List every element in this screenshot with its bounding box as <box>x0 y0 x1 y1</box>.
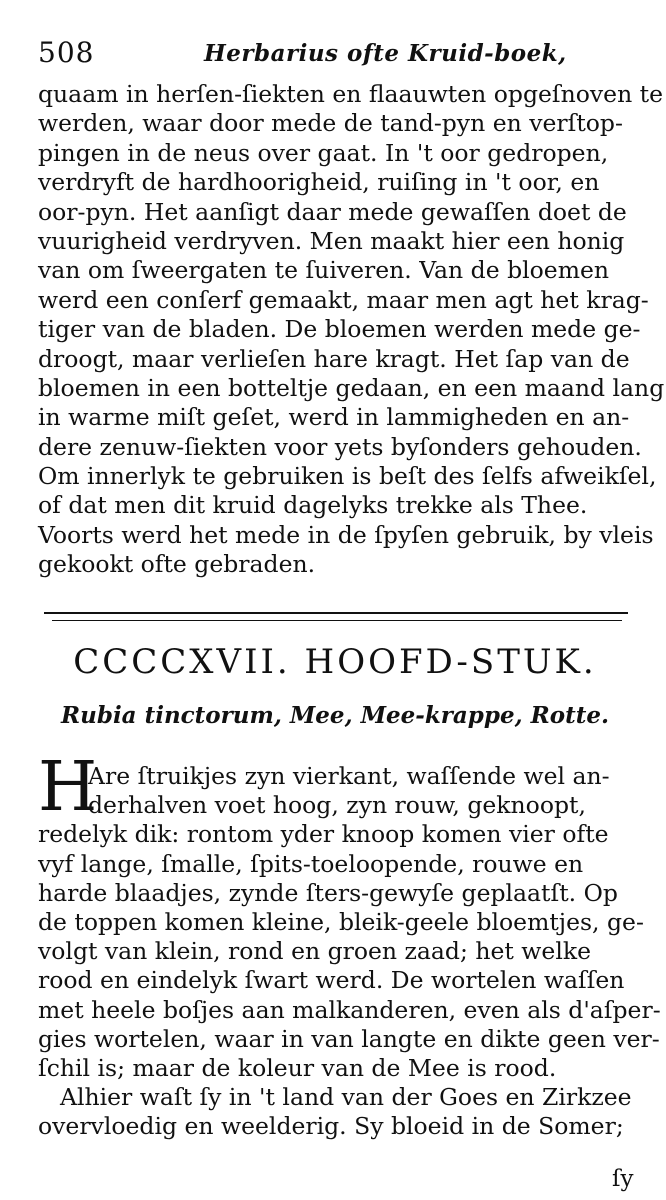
text-line: Alhier waſt ſy in 't land van der Goes en Zirkzee <box>60 1083 632 1112</box>
paragraph-continuation <box>38 80 665 580</box>
text-line: gies wortelen, waar in van langte en dikte geen ver- <box>38 1024 660 1053</box>
text-line: vyf lange, ſmalle, ſpits-toeloopende, rouwe en <box>38 849 584 878</box>
text-line: rood en eindelyk ſwart werd. De wortelen waſſen <box>38 966 625 995</box>
text-line: volgt van klein, rond en groen zaad; het welke <box>38 937 591 966</box>
text-line: pingen in de neus over gaat. In 't oor gedropen, <box>38 138 609 167</box>
text-line: dere zenuw-ſiekten voor yets byſonders gehouden. <box>38 432 642 461</box>
text-line: overvloedig en weelderig. Sy bloeid in de Somer; <box>38 1112 624 1141</box>
text-line: met heele boſjes aan malkanderen, even als d'aſper- <box>38 995 661 1024</box>
text-line: verdryft de hardhoorigheid, ruiſing in 't oor, en <box>38 168 600 197</box>
chapter-title: CCCCXVII. HOOFD-STUK. <box>73 642 597 682</box>
text-line: droogt, maar verlieſen hare kragt. Het ſap van de <box>38 344 630 373</box>
drop-cap: H <box>38 748 98 827</box>
section-divider <box>44 612 628 614</box>
text-line: vuurigheid verdryven. Men maakt hier een honig <box>38 226 625 255</box>
page-number: 508 <box>38 36 95 69</box>
text-line: Om innerlyk te gebruiken is beſt des ſelfs afweikſel, <box>38 462 657 491</box>
text-line: oor-pyn. Het aanſigt daar mede gewaſſen doet de <box>38 197 627 226</box>
page-header <box>38 36 638 72</box>
text-line: gekookt ofte gebraden. <box>38 550 316 579</box>
text-line: quaam in herſen-ſiekten en flaauwten opgeſnoven te <box>38 80 664 108</box>
text-line: ſchil is; maar de koleur van de Mee is rood. <box>38 1053 557 1082</box>
section-divider-thin <box>52 620 622 621</box>
chapter-paragraph <box>38 762 661 1141</box>
text-line: van om ſweergaten te ſuiveren. Van de bloemen <box>38 256 610 285</box>
text-line: Voorts werd het mede in de ſpyſen gebruik, by vleis <box>38 520 654 549</box>
text-line: of dat men dit kruid dagelyks trekke als Thee. <box>38 491 588 520</box>
text-line: Are ſtruikjes zyn vierkant, waſſende wel an- <box>88 762 610 790</box>
chapter-subtitle: Rubia tinctorum, Mee, Mee-krappe, Rotte. <box>61 702 609 729</box>
text-line: bloemen in een botteltje gedaan, en een maand lang <box>38 373 665 402</box>
text-line: de toppen komen kleine, bleik-geele bloemtjes, ge- <box>38 907 644 936</box>
text-line: derhalven voet hoog, zyn rouw, geknoopt, <box>88 791 586 820</box>
text-line: werden, waar door mede de tand-pyn en verſtop- <box>38 109 623 138</box>
text-line: redelyk dik: rontom yder knoop komen vier ofte <box>38 820 609 849</box>
text-line: in warme miſt geſet, werd in lammigheden en an- <box>38 403 630 432</box>
text-line: werd een conſerf gemaakt, maar men agt het krag- <box>38 285 649 314</box>
running-head: Herbarius ofte Kruid-boek, <box>204 40 567 67</box>
text-line: harde blaadjes, zynde ſters-gewyſe geplaatſt. Op <box>38 878 618 907</box>
text-line: tiger van de bladen. De bloemen werden mede ge- <box>38 315 641 344</box>
catchword: ſy <box>612 1166 634 1192</box>
